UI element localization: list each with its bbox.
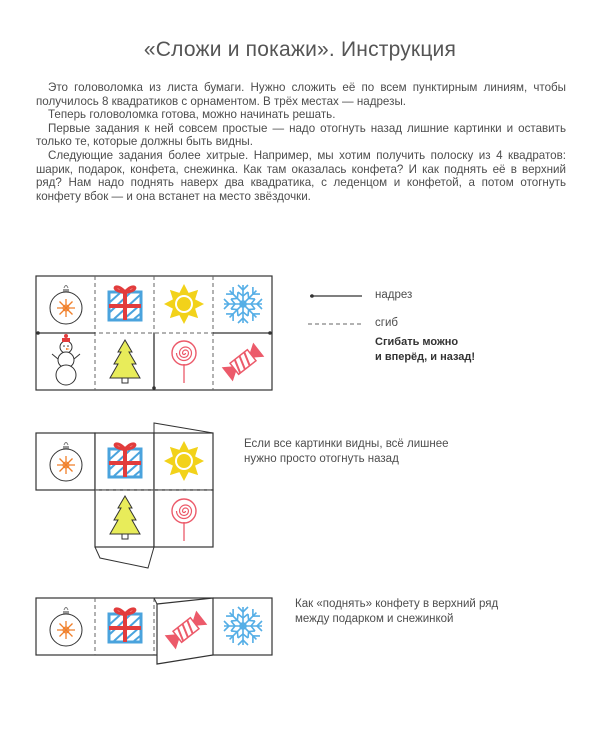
caption-line: нужно просто отогнуть назад xyxy=(244,453,399,465)
caption-line: Как «поднять» конфету в верхний ряд xyxy=(295,598,499,610)
intro-paragraph: Первые задания к ней совсем простые — надо отогнуть назад лишние картинки и оставить только те, которые должны быть видны. xyxy=(36,121,566,149)
sun-icon xyxy=(164,284,204,324)
step2-caption xyxy=(244,437,449,467)
intro-paragraph: Это головоломка из листа бумаги. Нужно сложить её по всем пунктирным линиям, чтобы получилось 8 квадратиков с орнаментом. В трёх местах — надрезы. xyxy=(36,81,566,108)
snowflake-icon xyxy=(224,607,262,645)
fold-note xyxy=(375,335,475,365)
legend xyxy=(308,294,362,324)
snowflake-icon xyxy=(224,285,262,323)
caption-line: между подарком и снежинкой xyxy=(295,613,454,625)
fold-note-line: и вперёд, и назад! xyxy=(375,351,476,363)
intro-paragraph: Следующие задания более хитрые. Например, мы хотим получить полоску из 4 квадратов: шарик, подарок, конфета, снежинка. Как там оказалась конфета? И как поднять её в верхний ряд? Нам надо поднять наверх два квадратика, с леденцом и конфетой, а потом отогнуть конфету вбок — и она встанет на место звёздочки. xyxy=(36,148,566,203)
fold-note-line: Сгибать можно xyxy=(375,336,459,348)
gift-icon xyxy=(109,444,141,477)
fold-label: сгиб xyxy=(375,317,398,329)
full-sheet-figure xyxy=(36,276,272,390)
gift-icon xyxy=(109,609,141,642)
gift-icon xyxy=(109,287,141,320)
step3-caption xyxy=(295,597,498,627)
sun-icon xyxy=(164,441,204,481)
cut-label: надрез xyxy=(375,289,413,301)
intro-paragraph: Теперь головоломка готова, можно начинать решать. xyxy=(48,108,336,122)
strip-figure xyxy=(36,598,272,664)
caption-line: Если все картинки видны, всё лишнее xyxy=(244,438,449,450)
page-title: «Сложи и покажи». Инструкция xyxy=(143,38,457,61)
folded-sheet-figure xyxy=(36,423,213,568)
